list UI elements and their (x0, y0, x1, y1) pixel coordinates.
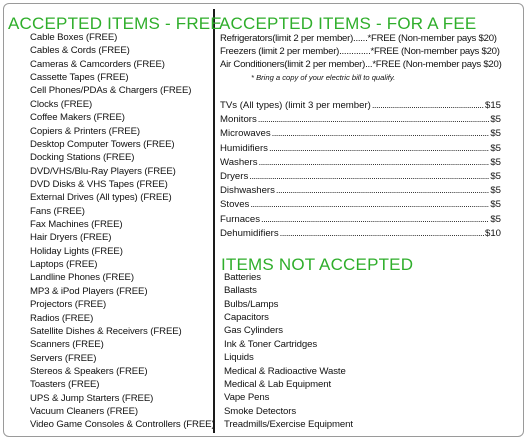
accepted-free-item: Video Game Consoles & Controllers (FREE) (30, 419, 215, 431)
accepted-free-item: MP3 & iPod Players (FREE) (30, 285, 148, 297)
accepted-free-item: External Drives (All types) (FREE) (30, 192, 172, 204)
fee-item-label: Dehumidifiers (220, 227, 279, 239)
not-accepted-item: Medical & Radioactive Waste (224, 365, 346, 377)
dot-leader (269, 142, 489, 155)
accepted-free-item: Projectors (FREE) (30, 299, 107, 311)
fee-item-row (220, 184, 501, 197)
not-accepted-item: Medical & Lab Equipment (224, 378, 332, 390)
accepted-free-item: Cell Phones/PDAs & Chargers (FREE) (30, 85, 192, 97)
not-accepted-item: Treadmills/Exercise Equipment (224, 418, 353, 430)
fee-item-price: $5 (490, 114, 501, 126)
accepted-free-item: Coffee Makers (FREE) (30, 112, 125, 124)
fee-item-price: $5 (490, 185, 501, 197)
not-accepted-item: Liquids (224, 352, 254, 364)
fee-item-row (220, 142, 501, 155)
fee-item-label: TVs (All types) (limit 3 per member) (220, 100, 371, 111)
fee-item-price: $5 (490, 199, 501, 211)
accepted-free-item: Toasters (FREE) (30, 379, 100, 391)
dot-leader (258, 113, 490, 126)
fee-item-label: Dishwashers (220, 185, 275, 197)
fee-item-price: $5 (490, 213, 501, 225)
accepted-free-item: Landline Phones (FREE) (30, 272, 134, 284)
fee-item-row (220, 170, 501, 183)
fee-item-row (220, 227, 501, 240)
fee-item-row (220, 156, 501, 169)
dot-leader (280, 227, 484, 240)
accepted-free-item: Holiday Lights (FREE) (30, 245, 123, 257)
fee-item-price: $5 (490, 128, 501, 140)
fee-item-label: Washers (220, 156, 258, 168)
fee-item-row (220, 127, 501, 140)
accepted-free-item: Fax Machines (FREE) (30, 219, 123, 231)
not-accepted-item: Capacitors (224, 312, 269, 324)
fee-item-label: Microwaves (220, 128, 271, 140)
accepted-free-item: Scanners (FREE) (30, 339, 104, 351)
freezer-row: Freezers (limit 2 per member).............*FREE (Non-member pays $20) (220, 46, 500, 57)
air-conditioner-row: Air Conditioners(limit 2 per member)...*FREE (Non-member pays $20) (220, 59, 502, 70)
electric-bill-note: * Bring a copy of your electric bill to qualify. (251, 73, 396, 82)
fee-item-price: $5 (490, 142, 501, 154)
not-accepted-item: Ink & Toner Cartridges (224, 338, 318, 350)
accepted-free-title: ACCEPTED ITEMS - FREE (8, 14, 222, 33)
dot-leader (259, 156, 490, 169)
accepted-free-item: Vacuum Cleaners (FREE) (30, 406, 138, 418)
fee-item-label: Monitors (220, 114, 257, 126)
fee-item-price: $15 (484, 100, 501, 111)
accepted-free-item: Hair Dryers (FREE) (30, 232, 112, 244)
not-accepted-list (224, 271, 353, 431)
not-accepted-item: Vape Pens (224, 392, 270, 404)
accepted-fee-title: ACCEPTED ITEMS - FOR A FEE (219, 14, 477, 33)
accepted-free-item: DVD Disks & VHS Tapes (FREE) (30, 178, 168, 190)
accepted-free-item: Copiers & Printers (FREE) (30, 125, 140, 137)
fee-item-row (220, 99, 501, 112)
fee-item-row (220, 213, 501, 226)
accepted-free-item: Radios (FREE) (30, 312, 94, 324)
not-accepted-title: ITEMS NOT ACCEPTED (221, 255, 414, 274)
not-accepted-item: Smoke Detectors (224, 405, 297, 417)
fee-item-label: Furnaces (220, 213, 260, 225)
dot-leader (372, 99, 484, 112)
dot-leader (249, 170, 489, 183)
accepted-free-item: Clocks (FREE) (30, 98, 93, 110)
accepted-free-item: Cassette Tapes (FREE) (30, 72, 129, 84)
accepted-free-item: UPS & Jump Starters (FREE) (30, 392, 154, 404)
accepted-free-item: Cable Boxes (FREE) (30, 32, 118, 43)
accepted-free-item: Laptops (FREE) (30, 259, 98, 271)
fee-item-price: $10 (484, 227, 501, 239)
accepted-free-item: DVD/VHS/Blu-Ray Players (FREE) (30, 165, 176, 177)
not-accepted-item: Ballasts (224, 285, 257, 297)
dot-leader (261, 213, 489, 226)
accepted-free-item: Stereos & Speakers (FREE) (30, 365, 148, 377)
accepted-free-item: Desktop Computer Towers (FREE) (30, 138, 175, 150)
accepted-free-item: Servers (FREE) (30, 352, 97, 364)
accepted-free-item: Cables & Cords (FREE) (30, 45, 130, 57)
not-accepted-item: Bulbs/Lamps (224, 298, 279, 310)
not-accepted-item: Batteries (224, 272, 261, 283)
dot-leader (272, 127, 490, 140)
fee-item-row (220, 198, 501, 211)
fee-item-label: Dryers (220, 171, 249, 182)
not-accepted-item: Gas Cylinders (224, 325, 283, 337)
fee-item-price: $5 (490, 171, 501, 182)
dot-leader (250, 198, 489, 211)
fee-item-price: $5 (490, 156, 501, 168)
fee-item-label: Humidifiers (220, 142, 268, 154)
fee-item-label: Stoves (220, 199, 250, 211)
accepted-free-item: Satellite Dishes & Receivers (FREE) (30, 325, 182, 337)
accepted-free-item: Cameras & Camcorders (FREE) (30, 58, 165, 70)
accepted-free-item: Fans (FREE) (30, 205, 85, 217)
accepted-free-list (30, 31, 215, 432)
refrigerator-row: Refrigerators(limit 2 per member)......*FREE (Non-member pays $20) (220, 33, 497, 44)
accepted-free-item: Docking Stations (FREE) (30, 152, 135, 164)
dot-leader (276, 184, 489, 197)
fee-item-row (220, 113, 501, 126)
